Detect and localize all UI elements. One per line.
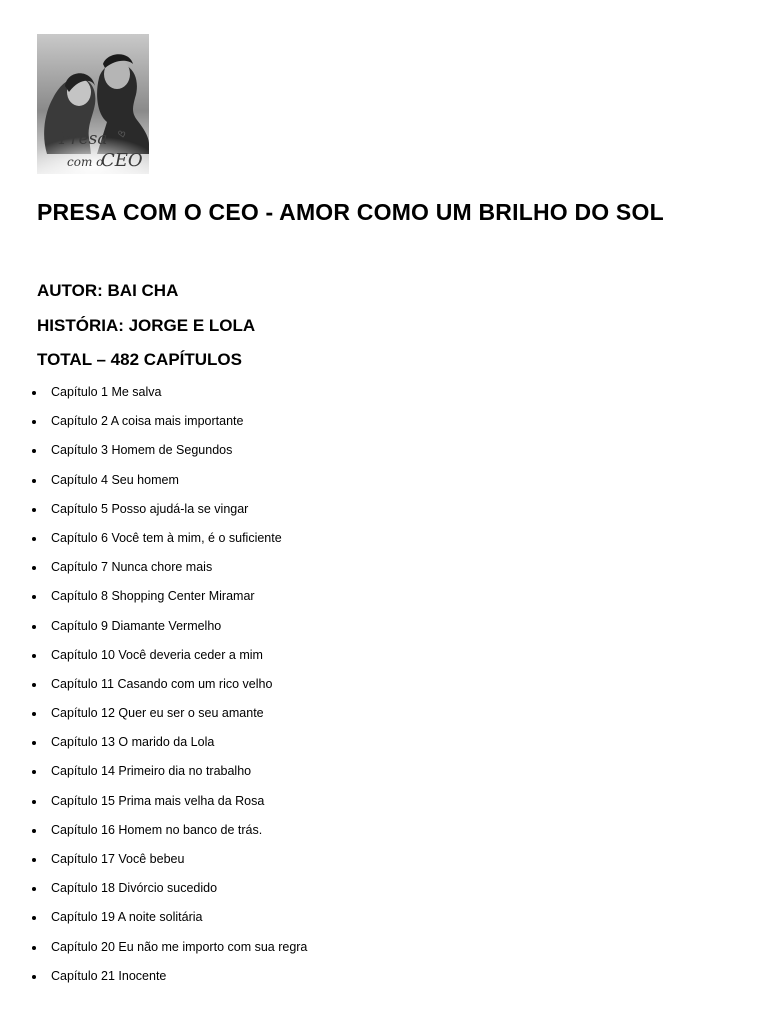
chapter-label: Capítulo 14 Primeiro dia no trabalho xyxy=(51,764,252,779)
chapter-item xyxy=(0,442,768,471)
chapter-item xyxy=(0,501,768,530)
chapter-label: Capítulo 1 Me salva xyxy=(51,385,162,399)
svg-text:com o: com o xyxy=(67,155,104,169)
chapter-item xyxy=(0,384,768,413)
bullet-icon xyxy=(32,566,36,570)
chapter-label: Capítulo 7 Nunca chore mais xyxy=(51,560,213,575)
chapter-item xyxy=(0,909,768,938)
chapter-item xyxy=(0,793,768,822)
bullet-icon xyxy=(32,829,36,833)
bullet-icon xyxy=(32,946,36,950)
chapter-label: Capítulo 17 Você bebeu xyxy=(51,852,185,866)
chapter-label: Capítulo 4 Seu homem xyxy=(51,472,179,487)
total-chapters-line: TOTAL – 482 CAPÍTULOS xyxy=(37,350,242,369)
chapter-item xyxy=(0,939,768,968)
bullet-icon xyxy=(32,712,36,716)
chapter-label: Capítulo 11 Casando com um rico velho xyxy=(51,676,273,691)
chapter-item xyxy=(0,763,768,792)
bullet-icon xyxy=(32,537,36,541)
chapter-item xyxy=(0,851,768,880)
chapter-item xyxy=(0,822,768,851)
chapter-label: Capítulo 18 Divórcio sucedido xyxy=(51,881,218,896)
chapter-item xyxy=(0,588,768,617)
svg-text:CEO: CEO xyxy=(101,150,143,171)
document-title: PRESA COM O CEO - AMOR COMO UM BRILHO DO SOL xyxy=(37,199,664,225)
chapter-item xyxy=(0,559,768,588)
chapter-item xyxy=(0,676,768,705)
chapter-label: Capítulo 20 Eu não me importo com sua regra xyxy=(51,939,308,954)
bullet-icon xyxy=(32,770,36,774)
bullet-icon xyxy=(32,741,36,745)
bullet-icon xyxy=(32,625,36,629)
chapter-item xyxy=(0,530,768,559)
chapter-label: Capítulo 8 Shopping Center Miramar xyxy=(51,589,255,604)
bullet-icon xyxy=(32,654,36,658)
chapter-item xyxy=(0,734,768,763)
bullet-icon xyxy=(32,916,36,920)
chapter-item xyxy=(0,968,768,997)
chapter-item xyxy=(0,880,768,909)
chapter-label: Capítulo 2 A coisa mais importante xyxy=(51,414,244,429)
bullet-icon xyxy=(32,391,36,395)
bullet-icon xyxy=(32,683,36,687)
book-cover-image xyxy=(37,34,149,174)
bullet-icon xyxy=(32,858,36,862)
chapter-list xyxy=(0,384,768,997)
chapter-label: Capítulo 19 A noite solitária xyxy=(51,910,203,925)
chapter-label: Capítulo 5 Posso ajudá-la se vingar xyxy=(51,501,249,516)
chapter-label: Capítulo 15 Prima mais velha da Rosa xyxy=(51,793,265,808)
svg-text:Presa: Presa xyxy=(59,129,108,149)
bullet-icon xyxy=(32,508,36,512)
chapter-label: Capítulo 3 Homem de Segundos xyxy=(51,443,233,458)
chapter-item xyxy=(0,705,768,734)
chapter-item xyxy=(0,647,768,676)
chapter-label: Capítulo 6 Você tem à mim, é o suficiente xyxy=(51,530,282,545)
chapter-label: Capítulo 13 O marido da Lola xyxy=(51,735,215,750)
bullet-icon xyxy=(32,800,36,804)
author-line: AUTOR: BAI CHA xyxy=(37,281,179,300)
chapter-label: Capítulo 21 Inocente xyxy=(51,968,167,983)
bullet-icon xyxy=(32,887,36,891)
chapter-label: Capítulo 10 Você deveria ceder a mim xyxy=(51,647,263,662)
bullet-icon xyxy=(32,449,36,453)
story-line: HISTÓRIA: JORGE E LOLA xyxy=(37,316,256,335)
chapter-label: Capítulo 12 Quer eu ser o seu amante xyxy=(51,706,264,721)
bullet-icon xyxy=(32,595,36,599)
chapter-item xyxy=(0,472,768,501)
bullet-icon xyxy=(32,479,36,483)
chapter-label: Capítulo 16 Homem no banco de trás. xyxy=(51,822,263,837)
bullet-icon xyxy=(32,975,36,979)
chapter-label: Capítulo 9 Diamante Vermelho xyxy=(51,618,222,633)
chapter-item xyxy=(0,413,768,442)
chapter-item xyxy=(0,618,768,647)
bullet-icon xyxy=(32,420,36,424)
